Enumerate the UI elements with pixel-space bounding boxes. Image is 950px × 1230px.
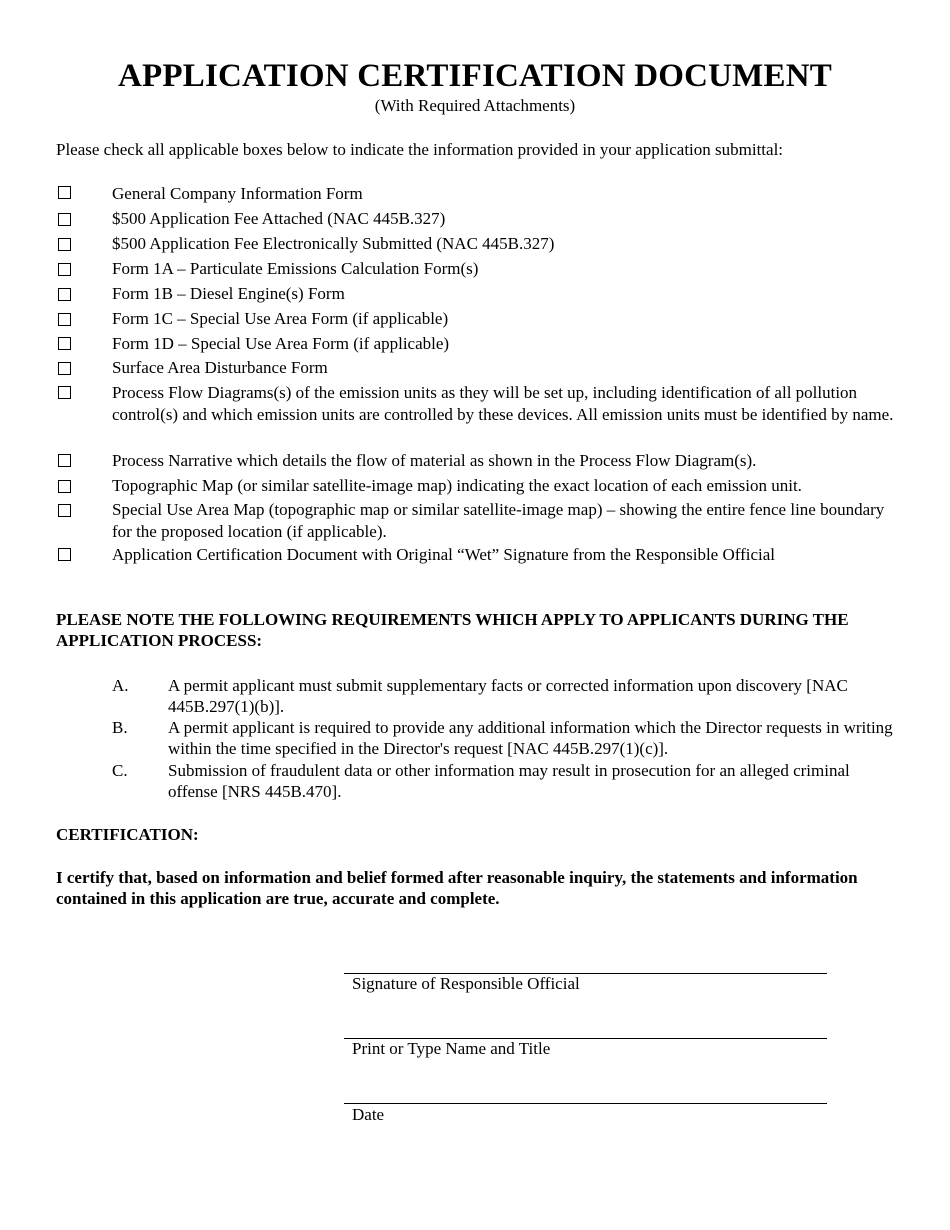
intro-text: Please check all applicable boxes below to indicate the information provided in your application submittal: bbox=[56, 140, 784, 159]
checklist-item-label: Surface Area Disturbance Form bbox=[112, 358, 328, 377]
name-title-label: Print or Type Name and Title bbox=[352, 1039, 551, 1058]
requirement-letter: B. bbox=[112, 718, 128, 737]
page-title: APPLICATION CERTIFICATION DOCUMENT bbox=[118, 58, 832, 94]
checkbox[interactable] bbox=[58, 504, 71, 517]
checkbox[interactable] bbox=[58, 263, 71, 276]
checkbox[interactable] bbox=[58, 337, 71, 350]
checklist-item-label: Special Use Area Map (topographic map or similar satellite-image map) – showing the entire fence line boundary for the proposed location (if applicable). bbox=[112, 500, 885, 541]
requirement-text: A permit applicant is required to provide any additional information which the Director requests in writing within the time specified in the Director's request [NAC 445B.297(1)(c)]. bbox=[168, 718, 893, 758]
checkbox[interactable] bbox=[58, 238, 71, 251]
signature-label: Signature of Responsible Official bbox=[352, 974, 580, 993]
checklist-item-label: $500 Application Fee Electronically Submitted (NAC 445B.327) bbox=[112, 234, 555, 253]
checkbox[interactable] bbox=[58, 480, 71, 493]
checkbox[interactable] bbox=[58, 186, 71, 199]
checkbox[interactable] bbox=[58, 288, 71, 301]
checkbox[interactable] bbox=[58, 313, 71, 326]
checklist-item-label: Form 1C – Special Use Area Form (if applicable) bbox=[112, 309, 449, 328]
checklist-item-label: Process Flow Diagrams(s) of the emission units as they will be set up, including identification of all pollution control(s) and which emission units are controlled by these devices. All emission units must be identified by name. bbox=[112, 383, 894, 424]
checklist-item-label: Form 1D – Special Use Area Form (if applicable) bbox=[112, 334, 450, 353]
certification-statement: I certify that, based on information and belief formed after reasonable inquiry, the statements and information contained in this application are true, accurate and complete. bbox=[56, 868, 858, 908]
requirement-letter: A. bbox=[112, 676, 129, 695]
checkbox[interactable] bbox=[58, 386, 71, 399]
date-label: Date bbox=[352, 1105, 385, 1124]
checkbox[interactable] bbox=[58, 454, 71, 467]
checkbox[interactable] bbox=[58, 548, 71, 561]
date-line[interactable] bbox=[344, 1103, 827, 1104]
certification-heading: CERTIFICATION: bbox=[56, 825, 199, 844]
checklist-item-label: Application Certification Document with Original “Wet” Signature from the Responsible Official bbox=[112, 545, 776, 564]
checklist-item-label: Form 1A – Particulate Emissions Calculation Form(s) bbox=[112, 259, 479, 278]
checklist-item-label: General Company Information Form bbox=[112, 184, 363, 203]
checklist-item-label: Process Narrative which details the flow of material as shown in the Process Flow Diagram(s). bbox=[112, 451, 757, 470]
checklist-item-label: Form 1B – Diesel Engine(s) Form bbox=[112, 284, 345, 303]
checklist-item-label: Topographic Map (or similar satellite-image map) indicating the exact location of each emission unit. bbox=[112, 476, 802, 495]
page-subtitle: (With Required Attachments) bbox=[374, 96, 576, 115]
requirement-text: Submission of fraudulent data or other information may result in prosecution for an alleged criminal offense [NRS 445B.470]. bbox=[168, 761, 850, 801]
checklist-item-label: $500 Application Fee Attached (NAC 445B.327) bbox=[112, 209, 446, 228]
requirements-heading: PLEASE NOTE THE FOLLOWING REQUIREMENTS WHICH APPLY TO APPLICANTS DURING THE APPLICATION PROCESS: bbox=[56, 610, 849, 650]
requirement-letter: C. bbox=[112, 761, 128, 780]
checkbox[interactable] bbox=[58, 362, 71, 375]
checkbox[interactable] bbox=[58, 213, 71, 226]
requirement-text: A permit applicant must submit supplementary facts or corrected information upon discovery [NAC 445B.297(1)(b)]. bbox=[168, 676, 848, 716]
